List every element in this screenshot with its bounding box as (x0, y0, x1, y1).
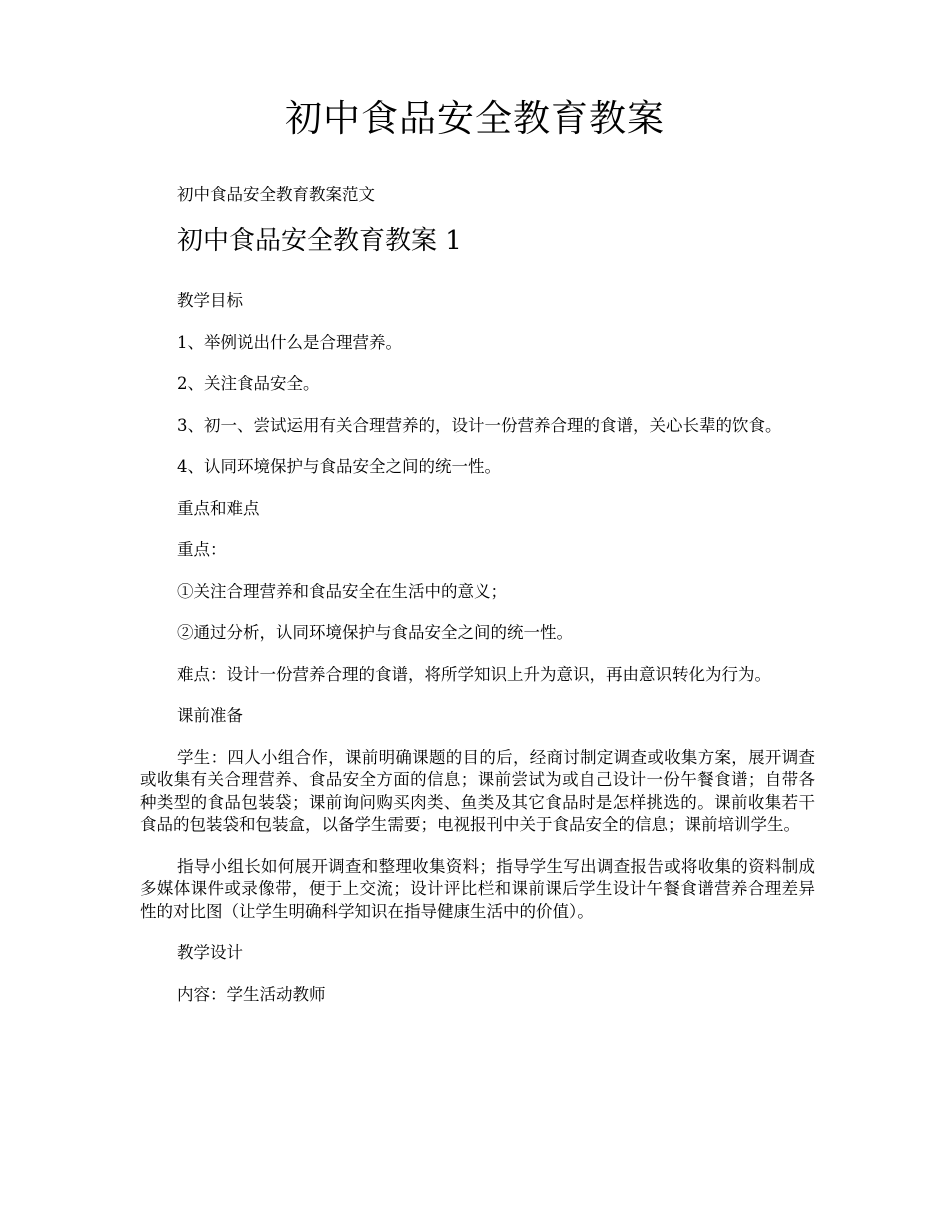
teacher-guidance-paragraph: 指导小组长如何展开调查和整理收集资料；指导学生写出调查报告或将收集的资料制成多媒体课件或录像带，便于上交流；设计评比栏和课前课后学生设计午餐食谱营养合理差异性的对比图（让学生明确科学知识在指导健康生活中的价值）。 (140, 856, 815, 921)
document-title: 初中食品安全教育教案 (285, 97, 665, 140)
key-point-2: ②通过分析，认同环境保护与食品安全之间的统一性。 (177, 623, 573, 642)
heading-teaching-design: 教学设计 (177, 943, 243, 962)
key-point-1: ①关注合理营养和食品安全在生活中的意义； (177, 581, 507, 601)
goal-item-4: 4、认同环境保护与食品安全之间的统一性。 (177, 457, 501, 476)
heading-preparation: 课前准备 (177, 706, 243, 725)
student-preparation-paragraph: 学生：四人小组合作，课前明确课题的目的后，经商讨制定调查或收集方案，展开调查或收集有关合理营养、食品安全方面的信息；课前尝试为或自己设计一份午餐食谱；自带各种类型的食品包装袋；课前询问购买肉类、鱼类及其它食品时是怎样挑选的。课前收集若干食品的包装袋和包装盒，以备学生需要；电视报刊中关于食品安全的信息；课前培训学生。 (140, 747, 815, 834)
heading-teaching-goals: 教学目标 (177, 291, 243, 310)
goal-item-1: 1、举例说出什么是合理营养。 (177, 332, 402, 352)
goal-item-3: 3、初一、尝试运用有关合理营养的，设计一份营养合理的食谱，关心长辈的饮食。 (177, 415, 782, 435)
document-body (140, 183, 815, 1006)
section-title: 初中食品安全教育教案 1 (177, 226, 462, 256)
document-subtitle: 初中食品安全教育教案范文 (177, 185, 375, 204)
goal-item-2: 2、关注食品安全。 (177, 374, 320, 393)
heading-key-points: 重点和难点 (177, 498, 260, 518)
key-points-label: 重点： (177, 540, 227, 559)
content-line: 内容：学生活动教师 (177, 984, 326, 1004)
difficulty-paragraph: 难点：设计一份营养合理的食谱，将所学知识上升为意识，再由意识转化为行为。 (177, 664, 771, 684)
